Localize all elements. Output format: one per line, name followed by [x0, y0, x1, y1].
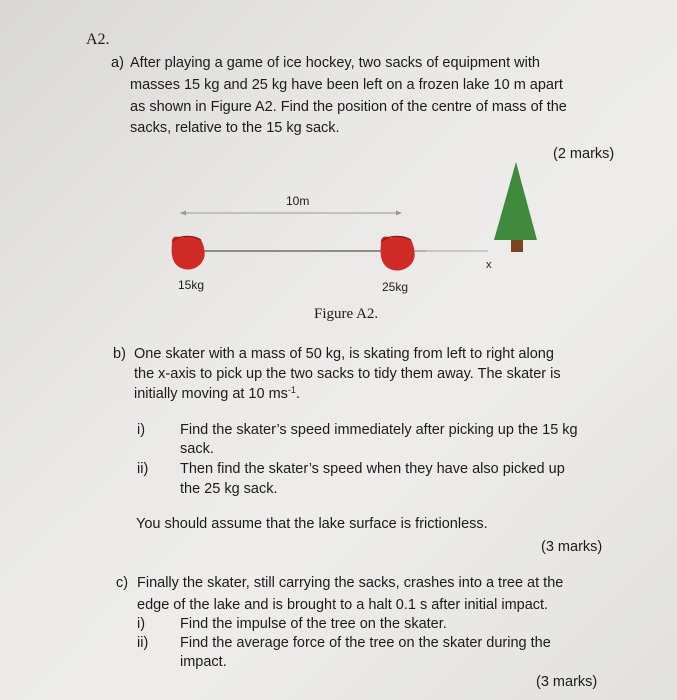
sentence-end: .: [295, 386, 300, 402]
part-b-marks: (3 marks): [541, 539, 603, 555]
tree: [494, 162, 537, 252]
part-b-ii-line-2: the 25 kg sack.: [180, 481, 278, 497]
part-c-ii-line-1: Find the average force of the tree on the skater during the: [180, 635, 551, 651]
distance-label: 10m: [286, 194, 310, 208]
speed-text: initially moving at 10 ms: [134, 386, 288, 402]
tree-trunk: [511, 240, 523, 252]
unit-exponent: -1: [287, 385, 296, 395]
question-number: A2.: [86, 31, 110, 48]
tree-foliage: [494, 162, 537, 240]
part-c-i-text: Find the impulse of the tree on the skater.: [180, 616, 447, 632]
part-b-note: You should assume that the lake surface is frictionless.: [136, 516, 488, 532]
part-a-marks: (2 marks): [553, 146, 615, 162]
part-b-ii-line-1: Then find the skater’s speed when they have also picked up: [180, 461, 565, 477]
part-b-i-line-1: Find the skater’s speed immediately after picking up the 15 kg: [180, 422, 578, 438]
sack-15kg-label: 15kg: [178, 278, 205, 292]
figure-caption: Figure A2.: [314, 306, 379, 322]
distance-arrow-right-head: [396, 211, 402, 216]
part-b-line-2: the x-axis to pick up the two sacks to tidy them away. The skater is: [134, 366, 561, 382]
part-c-ii-line-2: impact.: [180, 654, 227, 670]
part-c-i-label: i): [137, 616, 146, 632]
sack-15kg: [172, 236, 205, 270]
part-b-label: b): [113, 346, 126, 362]
part-b-i-label: i): [137, 422, 146, 438]
part-c-label: c): [116, 575, 129, 591]
part-b-i-line-2: sack.: [180, 441, 214, 457]
part-b-line-3: [134, 384, 300, 404]
sack-25kg-label: 25kg: [382, 280, 409, 294]
sack-25kg: [381, 236, 415, 271]
part-a-line-1: After playing a game of ice hockey, two sacks of equipment with: [130, 55, 540, 71]
part-b-line-1: One skater with a mass of 50 kg, is skating from left to right along: [134, 346, 554, 362]
distance-arrow-left-head: [180, 211, 186, 216]
part-c-line-2: edge of the lake and is brought to a halt 0.1 s after initial impact.: [137, 597, 549, 613]
part-a-line-4: sacks, relative to the 15 kg sack.: [130, 120, 340, 136]
part-a-line-3: as shown in Figure A2. Find the position of the centre of mass of the: [130, 99, 567, 115]
part-c-marks: (3 marks): [536, 674, 598, 690]
part-b-ii-label: ii): [137, 461, 149, 477]
part-c-line-1: Finally the skater, still carrying the sacks, crashes into a tree at the: [137, 575, 564, 591]
part-a-label: a): [111, 55, 124, 71]
x-axis-label: x: [486, 259, 492, 271]
part-a-line-2: masses 15 kg and 25 kg have been left on a frozen lake 10 m apart: [130, 77, 563, 93]
part-c-ii-label: ii): [137, 635, 149, 651]
